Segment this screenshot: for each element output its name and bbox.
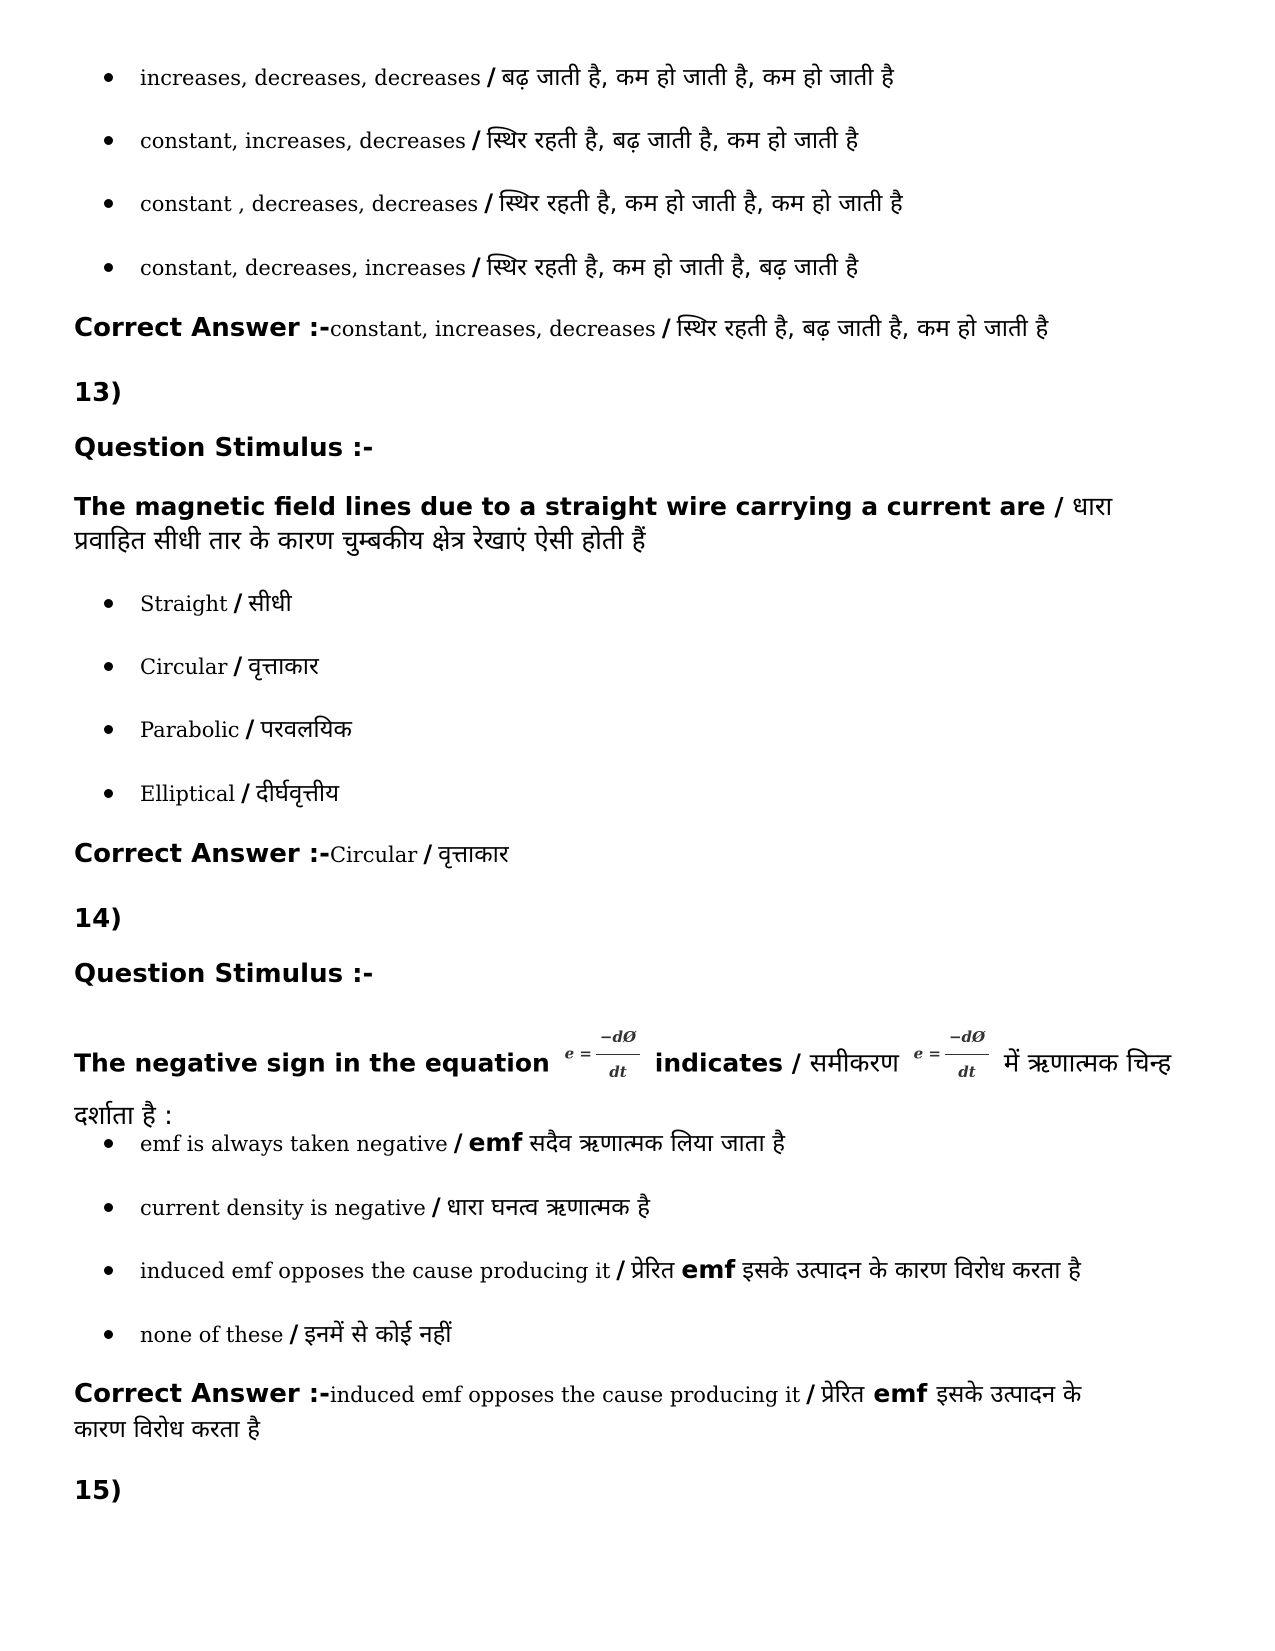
option-text-en: increases, decreases, decreases	[140, 66, 481, 90]
answer-text-hi: वृत्ताकार	[438, 840, 509, 868]
question-stimulus-label: Question Stimulus :-	[74, 959, 374, 989]
bullet-icon	[104, 725, 113, 734]
option-text-hi: इसके उत्पादन के कारण विरोध करता है	[742, 1256, 1081, 1284]
option-text-en: induced emf opposes the cause producing it	[140, 1259, 611, 1283]
stimulus-text-hi: में ऋणात्मक चिन्ह	[1003, 1048, 1172, 1079]
option-text-en: Parabolic	[140, 718, 240, 742]
question-number: 15)	[74, 1476, 123, 1506]
stimulus-text-en: The negative sign in the equation	[74, 1048, 550, 1078]
list-item	[104, 1255, 1081, 1287]
question-stimulus	[74, 490, 1204, 558]
option-text-emf: emf	[468, 1128, 523, 1157]
question-number: 14)	[74, 904, 123, 934]
option-text-en: constant, decreases, increases	[140, 256, 466, 280]
stimulus-text-hi: धारा	[1072, 492, 1113, 522]
correct-answer-label: Correct Answer :-	[74, 1379, 330, 1409]
list-item	[104, 125, 858, 157]
option-text-hi: वृत्ताकार	[248, 652, 319, 680]
bullet-icon	[104, 1266, 113, 1275]
option-separator: /	[484, 189, 493, 217]
list-item	[104, 62, 894, 94]
stimulus-text-hi: दर्शाता है :	[74, 1101, 173, 1131]
option-separator: /	[233, 652, 243, 680]
option-text-hi: दीर्घवृत्तीय	[255, 779, 340, 807]
correct-answer-label: Correct Answer :-	[74, 839, 330, 869]
equation-numerator: −dØ	[945, 1020, 989, 1055]
list-item	[104, 714, 352, 746]
correct-answer	[74, 837, 509, 872]
answer-separator: /	[806, 1380, 815, 1408]
option-separator: /	[289, 1320, 299, 1348]
option-text-hi: सदैव ऋणात्मक लिया जाता है	[529, 1129, 786, 1157]
correct-answer-label: Correct Answer :-	[74, 313, 330, 343]
question-stimulus-label: Question Stimulus :-	[74, 433, 374, 463]
option-text-hi: परवलयिक	[260, 715, 352, 743]
stimulus-text-hi: प्रवाहित सीधी तार के कारण चुम्बकीय क्षेत्र रेखाएं ऐसी होती हैं	[74, 526, 646, 556]
bullet-icon	[104, 199, 113, 208]
list-item	[104, 1128, 785, 1160]
equation-lhs: e =	[913, 1044, 941, 1063]
answer-text-en: Circular	[329, 843, 418, 867]
answer-separator: /	[423, 840, 433, 868]
equation-denominator: dt	[609, 1063, 627, 1081]
option-text-hi: धारा घनत्व ऋणात्मक है	[446, 1193, 651, 1221]
list-item	[104, 1192, 650, 1224]
option-separator: /	[486, 63, 496, 91]
equation-lhs: e =	[564, 1044, 592, 1063]
option-separator: /	[245, 715, 255, 743]
bullet-icon	[104, 1330, 113, 1339]
bullet-icon	[104, 1203, 113, 1212]
bullet-icon	[104, 789, 113, 798]
option-text-en: constant, increases, decreases	[140, 129, 466, 153]
bullet-icon	[104, 1139, 113, 1148]
option-text-en: constant , decreases, decreases	[140, 192, 479, 216]
equation	[914, 1020, 989, 1089]
list-item	[104, 188, 903, 220]
answer-text-hi: प्रेरित	[820, 1380, 865, 1408]
answer-separator: /	[661, 314, 671, 342]
stimulus-text-en: indicates /	[654, 1048, 801, 1078]
answer-text-emf: emf	[873, 1379, 928, 1408]
option-text-en: current density is negative	[140, 1196, 426, 1220]
option-separator: /	[616, 1256, 626, 1284]
option-text-en: Circular	[140, 655, 228, 679]
option-text-hi: इनमें से कोई नहीं	[304, 1320, 452, 1348]
correct-answer	[74, 1377, 1081, 1446]
option-text-en: Elliptical	[140, 782, 236, 806]
option-separator: /	[453, 1129, 463, 1157]
answer-text-en: induced emf opposes the cause producing it	[329, 1383, 801, 1407]
answer-text-en: constant, increases, decreases	[329, 317, 656, 341]
bullet-icon	[104, 599, 113, 608]
equation	[565, 1020, 640, 1089]
option-separator: /	[233, 589, 243, 617]
option-separator: /	[471, 126, 481, 154]
stimulus-text-hi: समीकरण	[809, 1048, 899, 1079]
option-separator: /	[241, 779, 250, 807]
option-separator: /	[471, 253, 481, 281]
option-text-hi: प्रेरित	[631, 1256, 675, 1284]
option-separator: /	[431, 1193, 441, 1221]
bullet-icon	[104, 662, 113, 671]
option-text-en: Straight	[140, 592, 228, 616]
option-text-hi: सीधी	[248, 589, 292, 617]
option-text-emf: emf	[681, 1255, 736, 1284]
option-text-en: emf is always taken negative	[140, 1132, 448, 1156]
question-stimulus	[74, 1030, 1204, 1133]
answer-text-hi: कारण विरोध करता है	[74, 1415, 260, 1443]
bullet-icon	[104, 73, 113, 82]
bullet-icon	[104, 263, 113, 272]
list-item	[104, 252, 858, 284]
option-text-hi: स्थिर रहती है, कम हो जाती है, बढ़ जाती है	[486, 253, 859, 281]
stimulus-text-en: The magnetic field lines due to a straight wire carrying a current are /	[74, 492, 1064, 521]
list-item	[104, 651, 319, 683]
option-text-en: none of these	[140, 1323, 284, 1347]
bullet-icon	[104, 136, 113, 145]
correct-answer	[74, 311, 1048, 346]
list-item	[104, 588, 292, 620]
option-text-hi: स्थिर रहती है, कम हो जाती है, कम हो जाती है	[498, 189, 903, 217]
list-item	[104, 1319, 452, 1351]
equation-numerator: −dØ	[596, 1020, 640, 1055]
question-number: 13)	[74, 378, 123, 408]
option-text-hi: स्थिर रहती है, बढ़ जाती है, कम हो जाती है	[486, 126, 859, 154]
equation-denominator: dt	[958, 1063, 976, 1081]
option-text-hi: बढ़ जाती है, कम हो जाती है, कम हो जाती है	[501, 63, 894, 91]
answer-text-hi: इसके उत्पादन के	[936, 1380, 1082, 1408]
list-item	[104, 778, 339, 810]
answer-text-hi: स्थिर रहती है, बढ़ जाती है, कम हो जाती है	[676, 314, 1049, 342]
